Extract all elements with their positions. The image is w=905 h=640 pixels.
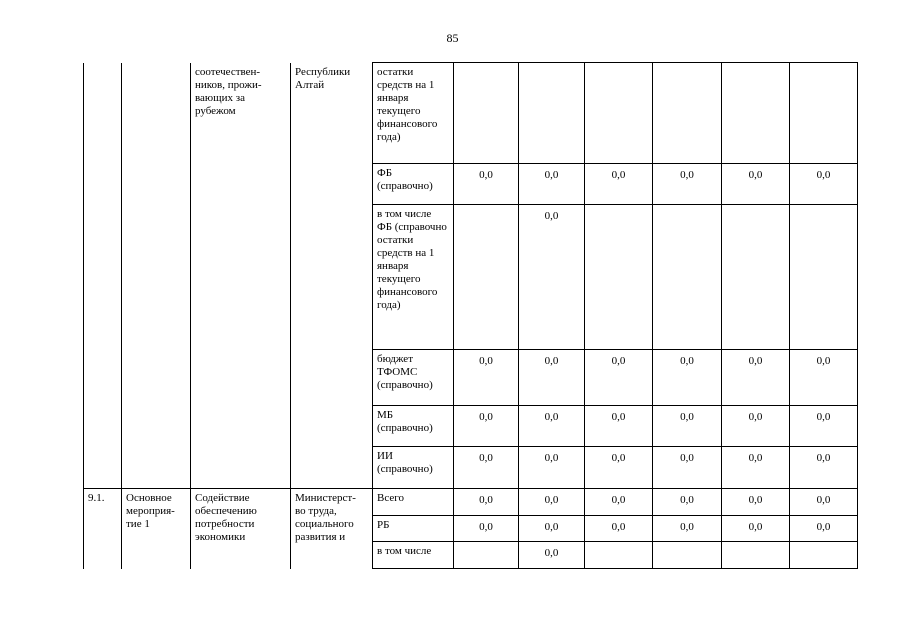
value-cell: 0,0: [653, 516, 722, 542]
description-line: экономики: [195, 531, 246, 543]
value-cell: 0,0: [519, 489, 585, 516]
value-cell: 0,0: [454, 164, 519, 205]
value-cell: 0,0: [454, 516, 519, 542]
value-cell: 0,0: [454, 350, 519, 406]
budget-table-wrapper: [83, 62, 858, 569]
number-cell: [84, 63, 122, 489]
funding-source-cell: ФБ (справочно): [373, 164, 454, 205]
value-cell: [722, 542, 790, 569]
description-line: потребности: [195, 518, 255, 530]
participants-line: вающих за: [195, 91, 245, 104]
value-cell: [585, 205, 653, 350]
value-cell: [653, 542, 722, 569]
value-cell: [519, 63, 585, 164]
page-number: 85: [446, 31, 459, 45]
value-cell: 0,0: [790, 164, 858, 205]
funding-source-cell: ИИ (справочно): [373, 447, 454, 489]
value-cell: 0,0: [519, 516, 585, 542]
value-cell: [653, 63, 722, 164]
value-cell: 0,0: [585, 164, 653, 205]
value-cell: [454, 542, 519, 569]
name-line: мероприя-: [126, 505, 175, 517]
value-cell: [790, 205, 858, 350]
value-cell: 0,0: [653, 489, 722, 516]
value-cell: 0,0: [454, 406, 519, 447]
value-cell: 0,0: [454, 447, 519, 489]
funding-source-cell: РБ: [373, 516, 454, 542]
participants-line: ников, прожи-: [195, 78, 262, 91]
funding-source-cell: МБ (справочно): [373, 406, 454, 447]
value-cell: 0,0: [519, 406, 585, 447]
name-cell: [122, 489, 191, 569]
name-line: Основное: [126, 492, 172, 504]
description-line: обеспечению: [195, 505, 257, 517]
value-cell: 0,0: [790, 447, 858, 489]
value-cell: 0,0: [722, 406, 790, 447]
value-cell: [653, 205, 722, 350]
executor-cell: [291, 63, 373, 489]
value-cell: 0,0: [790, 489, 858, 516]
name-cell: [122, 63, 191, 489]
executor-line: во труда,: [295, 505, 337, 517]
executor-line: социального: [295, 518, 354, 530]
value-cell: 0,0: [519, 164, 585, 205]
funding-source-cell: бюджет ТФОМС (справочно): [373, 350, 454, 406]
value-cell: [454, 63, 519, 164]
number-cell: 9.1.: [84, 489, 122, 569]
value-cell: 0,0: [585, 516, 653, 542]
value-cell: 0,0: [519, 447, 585, 489]
value-cell: [790, 63, 858, 164]
funding-source-cell: в том числе ФБ (справочно остатки средств на 1 января текущего финансового года): [373, 205, 454, 350]
value-cell: 0,0: [585, 489, 653, 516]
executor-line: Республики: [295, 65, 351, 78]
value-cell: 0,0: [722, 350, 790, 406]
value-cell: 0,0: [653, 350, 722, 406]
name-line: тие 1: [126, 518, 150, 530]
value-cell: [585, 542, 653, 569]
participants-line: соотечествен-: [195, 65, 261, 78]
value-cell: 0,0: [519, 350, 585, 406]
description-line: Содействие: [195, 492, 250, 504]
value-cell: 0,0: [722, 516, 790, 542]
value-cell: 0,0: [585, 447, 653, 489]
value-cell: 0,0: [653, 164, 722, 205]
executor-cell: [291, 489, 373, 569]
funding-source-cell: в том числе: [373, 542, 454, 569]
funding-source-cell: остатки средств на 1 января текущего финансового года): [373, 63, 454, 164]
value-cell: [790, 542, 858, 569]
value-cell: 0,0: [585, 406, 653, 447]
value-cell: 0,0: [722, 164, 790, 205]
table-row: [84, 489, 858, 516]
funding-source-cell: Всего: [373, 489, 454, 516]
value-cell: 0,0: [790, 350, 858, 406]
value-cell: [585, 63, 653, 164]
value-cell: 0,0: [653, 406, 722, 447]
participants-line: рубежом: [195, 104, 236, 117]
description-cell: [191, 489, 291, 569]
value-cell: 0,0: [454, 489, 519, 516]
executor-line: Министерст-: [295, 492, 356, 504]
executor-line: развития и: [295, 531, 346, 543]
value-cell: 0,0: [519, 205, 585, 350]
value-cell: 0,0: [722, 489, 790, 516]
value-cell: 0,0: [653, 447, 722, 489]
value-cell: 0,0: [519, 542, 585, 569]
value-cell: [454, 205, 519, 350]
value-cell: 0,0: [722, 447, 790, 489]
participants-cell: [191, 63, 291, 489]
table-row: [84, 63, 858, 164]
value-cell: 0,0: [790, 516, 858, 542]
value-cell: 0,0: [585, 350, 653, 406]
value-cell: 0,0: [790, 406, 858, 447]
budget-table: [83, 62, 858, 569]
value-cell: [722, 63, 790, 164]
executor-line: Алтай: [295, 78, 325, 91]
value-cell: [722, 205, 790, 350]
